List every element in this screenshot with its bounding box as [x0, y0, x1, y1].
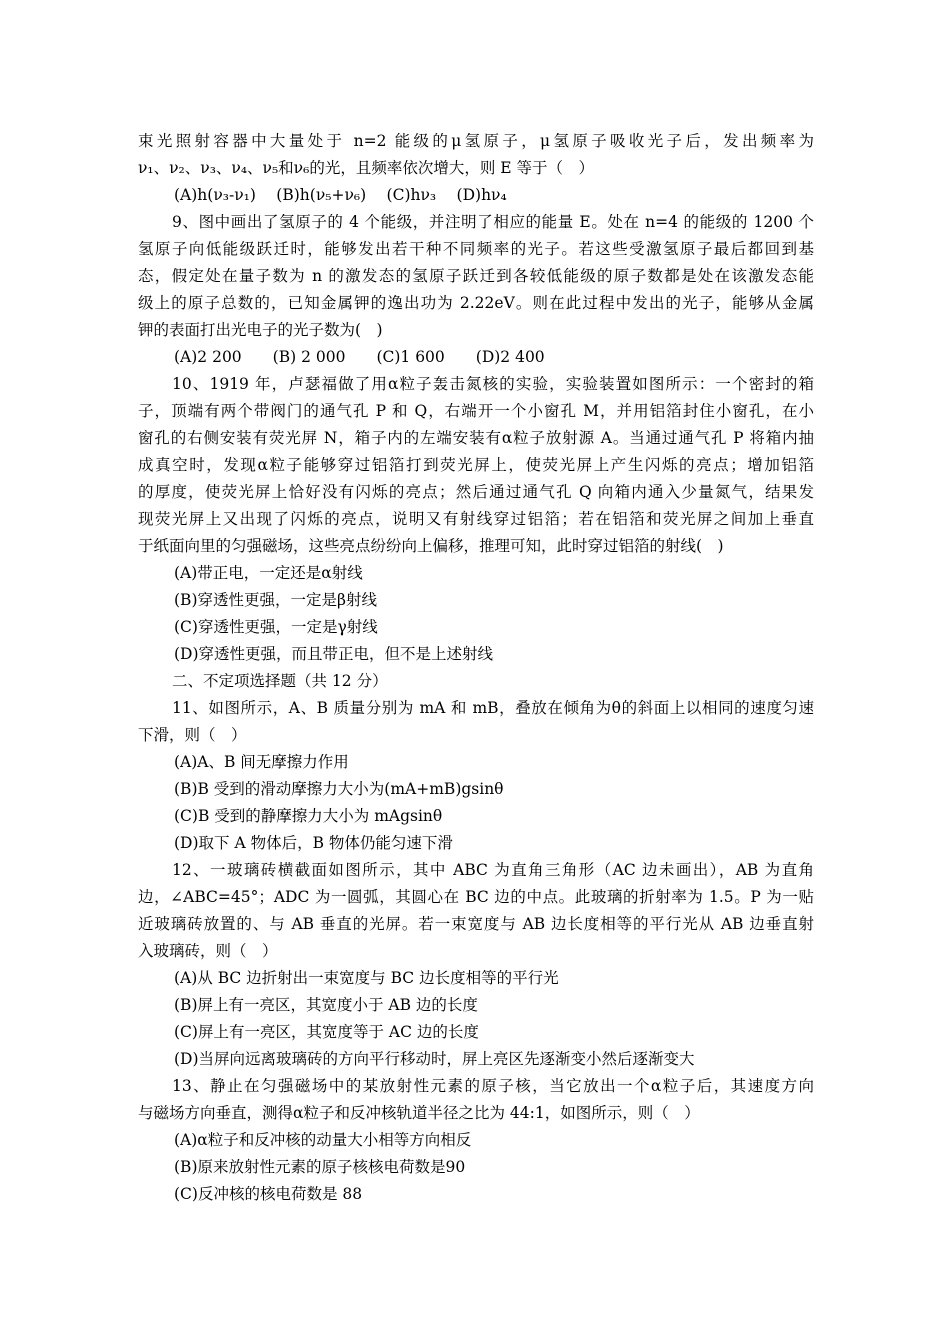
text-line: 近玻璃砖放置的、与 AB 垂直的光屏。若一束宽度与 AB 边长度相等的平行光从 AB 边垂直射 — [138, 915, 814, 933]
option-line: (A)α粒子和反冲核的动量大小相等方向相反 — [174, 1131, 472, 1149]
option-line: (D)当屏向远离玻璃砖的方向平行移动时，屏上亮区先逐渐变小然后逐渐变大 — [174, 1050, 695, 1068]
text-line: 级上的原子总数的，已知金属钾的逸出功为 2.22eV。则在此过程中发出的光子，能够从金属 — [138, 294, 814, 312]
option-line: (A)h(ν₃-ν₁) (B)h(ν₅+ν₆) (C)hν₃ (D)hν₄ — [174, 186, 507, 204]
text-line: 态，假定处在量子数为 n 的激发态的氢原子跃迁到各较低能级的原子数都是处在该激发态能 — [138, 267, 814, 285]
option-line: (B)B 受到的滑动摩擦力大小为(mA+mB)gsinθ — [174, 780, 504, 798]
text-line: 束光照射容器中大量处于 n=2 能级的μ氢原子，μ氢原子吸收光子后，发出频率为 — [138, 132, 814, 150]
question-10-text: 10、1919 年，卢瑟福做了用α粒子轰击氮核的实验，实验装置如图所示：一个密封的箱 — [172, 375, 814, 393]
question-13-text: 13、静止在匀强磁场中的某放射性元素的原子核，当它放出一个α粒子后，其速度方向 — [172, 1077, 814, 1095]
text-line: 的厚度，使荧光屏上恰好没有闪烁的亮点；然后通过通气孔 Q 向箱内通入少量氮气，结果发 — [138, 483, 814, 501]
text-line: 与磁场方向垂直，测得α粒子和反冲核轨道半径之比为 44:1，如图所示，则（ ） — [138, 1104, 700, 1122]
option-line: (A)从 BC 边折射出一束宽度与 BC 边长度相等的平行光 — [174, 969, 559, 987]
option-line: (A)2 200 (B) 2 000 (C)1 600 (D)2 400 — [174, 348, 545, 366]
option-line: (C)穿透性更强，一定是γ射线 — [174, 618, 378, 636]
text-line: 氢原子向低能级跃迁时，能够发出若干种不同频率的光子。若这些受激氢原子最后都回到基 — [138, 240, 814, 258]
option-line: (B)原来放射性元素的原子核核电荷数是90 — [174, 1158, 466, 1176]
option-line: (B)屏上有一亮区，其宽度小于 AB 边的长度 — [174, 996, 478, 1014]
text-line: 窗孔的右侧安装有荧光屏 N，箱子内的左端安装有α粒子放射源 A。当通过通气孔 P 将箱内抽 — [138, 429, 814, 447]
text-line: 入玻璃砖，则（ ） — [138, 942, 278, 960]
text-line: 子，顶端有两个带阀门的通气孔 P 和 Q，右端开一个小窗孔 M，并用铝箔封住小窗孔，在小 — [138, 402, 814, 420]
option-line: (C)反冲核的核电荷数是 88 — [174, 1185, 363, 1203]
question-12-text: 12、一玻璃砖横截面如图所示，其中 ABC 为直角三角形（AC 边未画出），AB 为直角 — [172, 861, 814, 879]
option-line: (C)屏上有一亮区，其宽度等于 AC 边的长度 — [174, 1023, 479, 1041]
text-line: 下滑，则（ ） — [138, 726, 247, 744]
option-line: (A)带正电，一定还是α射线 — [174, 564, 363, 582]
option-line: (B)穿透性更强，一定是β射线 — [174, 591, 377, 609]
option-line: (D)穿透性更强，而且带正电，但不是上述射线 — [174, 645, 494, 663]
text-line: 现荧光屏上又出现了闪烁的亮点，说明又有射线穿过铝箔；若在铝箔和荧光屏之间加上垂直 — [138, 510, 814, 528]
option-line: (D)取下 A 物体后，B 物体仍能匀速下滑 — [174, 834, 453, 852]
text-line: 于纸面向里的匀强磁场，这些亮点纷纷向上偏移，推理可知，此时穿过铝箔的射线( ) — [138, 537, 724, 555]
text-line: 边，∠ABC=45°；ADC 为一圆弧，其圆心在 BC 边的中点。此玻璃的折射率为 1.5。P 为一贴 — [138, 888, 814, 906]
text-line: ν₁、ν₂、ν₃、ν₄、ν₅和ν₆的光，且频率依次增大，则 E 等于（ ） — [138, 159, 594, 177]
document-body — [138, 128, 814, 1208]
question-9-text: 9、图中画出了氢原子的 4 个能级，并注明了相应的能量 E。处在 n=4 的能级的 1200 个 — [172, 213, 814, 231]
option-line: (A)A、B 间无摩擦力作用 — [174, 753, 349, 771]
text-line: 钾的表面打出光电子的光子数为( ) — [138, 321, 383, 339]
option-line: (C)B 受到的静摩擦力大小为 mAgsinθ — [174, 807, 443, 825]
section-heading: 二、不定项选择题（共 12 分） — [172, 672, 388, 690]
text-line: 成真空时，发现α粒子能够穿过铝箔打到荧光屏上，使荧光屏上产生闪烁的亮点；增加铝箔 — [138, 456, 814, 474]
question-11-text: 11、如图所示，A、B 质量分别为 mA 和 mB，叠放在倾角为θ的斜面上以相同的速度匀速 — [172, 699, 814, 717]
